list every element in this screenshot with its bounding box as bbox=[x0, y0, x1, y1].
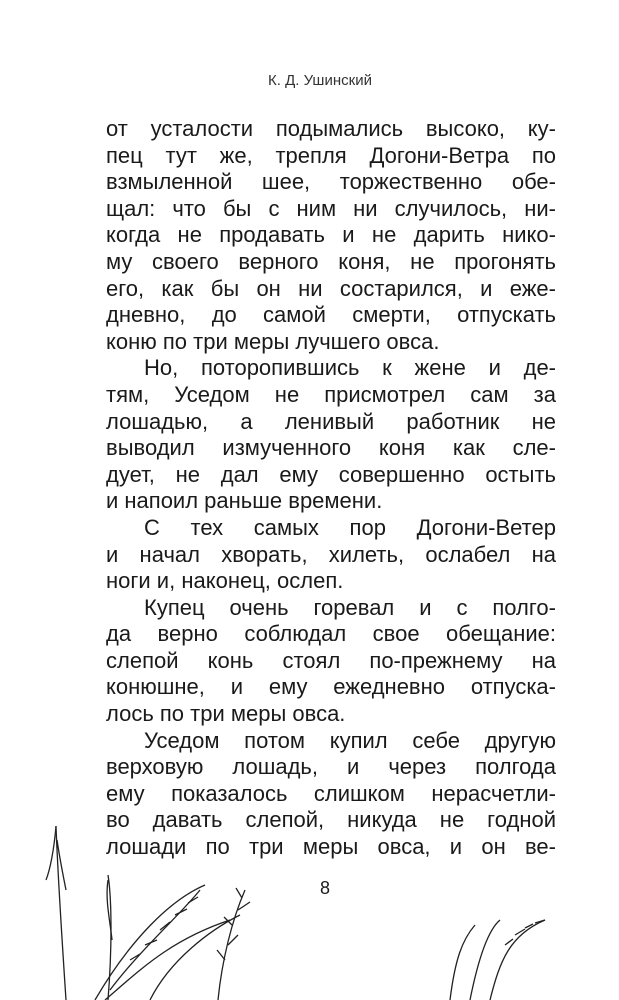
text-line: во давать слепой, никуда не годной bbox=[106, 807, 556, 833]
text-line: пец тут же, трепля Догони-Ветра по bbox=[106, 142, 556, 168]
text-line: Но, поторопившись к жене и де- bbox=[144, 355, 556, 381]
grass-plume-right bbox=[450, 920, 545, 1000]
text-line: щал: что бы с ним ни случилось, ни- bbox=[106, 195, 556, 221]
text-line: его, как бы он ни состарился, и еже- bbox=[106, 275, 556, 301]
text-line: дневно, до самой смерти, отпускать bbox=[106, 302, 556, 328]
text-line: лошади по три меры овса, и он ве- bbox=[106, 834, 556, 860]
text-line: да верно соблюдал свое обещание: bbox=[106, 621, 556, 647]
text-line: и напоил раньше времени. bbox=[106, 488, 383, 514]
text-line: и начал хворать, хилеть, ослабел на bbox=[106, 541, 556, 567]
text-line: дует, не дал ему совершенно остыть bbox=[106, 461, 556, 487]
text-line: тям, Уседом не присмотрел сам за bbox=[106, 381, 556, 407]
text-line: Купец очень горевал и с полго- bbox=[144, 594, 556, 620]
text-line: С тех самых пор Догони-Ветер bbox=[144, 514, 556, 540]
text-line: от усталости подымались высоко, ку- bbox=[106, 116, 556, 141]
text-line: му своего верного коня, не прогонять bbox=[106, 248, 556, 274]
text-line: коню по три меры лучшего овса. bbox=[106, 328, 440, 354]
text-line: выводил измученного коня как сле- bbox=[106, 435, 556, 461]
page-number: 8 bbox=[320, 878, 331, 898]
text-line: Уседом потом купил себе другую bbox=[144, 727, 556, 753]
text-line: ему показалось слишком нерасчетли- bbox=[106, 780, 556, 806]
text-line: взмыленной шее, торжественно обе- bbox=[106, 169, 556, 195]
grass-plume-middle bbox=[95, 885, 250, 1000]
text-line: верховую лошадь, и через полгода bbox=[106, 754, 556, 780]
text-line: когда не продавать и не дарить нико- bbox=[106, 222, 556, 248]
text-line: лошадью, а ленивый работник не bbox=[106, 408, 556, 434]
text-line: лось по три меры овса. bbox=[106, 701, 346, 727]
text-line: конюшне, и ему ежедневно отпуска- bbox=[106, 674, 556, 700]
grass-stalk-left bbox=[46, 826, 112, 1000]
text-line: ноги и, наконец, ослеп. bbox=[106, 568, 344, 594]
running-header-author: К. Д. Ушинский bbox=[268, 72, 372, 89]
text-line: слепой конь стоял по-прежнему на bbox=[106, 647, 556, 673]
